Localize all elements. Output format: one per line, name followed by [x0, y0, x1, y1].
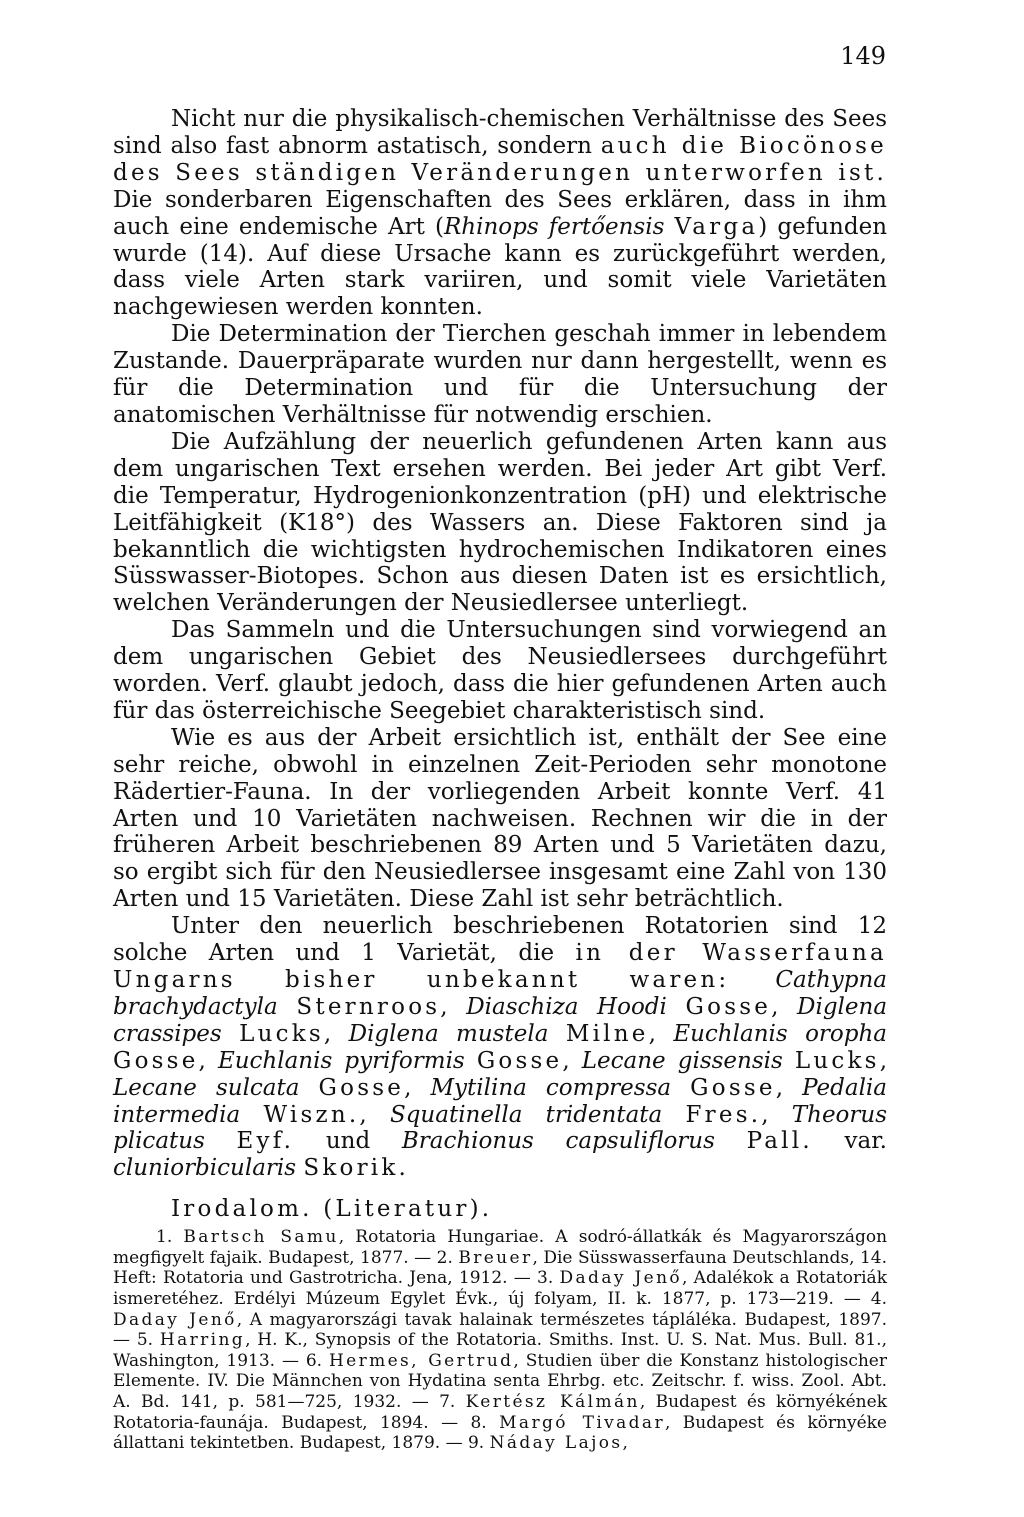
spaced-run: auch die Biocönose des Sees ständigen Veränderungen unterworfen ist.	[113, 132, 888, 186]
text-run	[715, 1128, 747, 1154]
italic-run: Rhinops fertőensis	[443, 213, 665, 240]
italic-run: Euchlanis oropha	[673, 1020, 888, 1047]
spaced-run: Gosse	[685, 993, 772, 1020]
text-run: ) gefunden wurde (14). Auf diese Ursache kann es zurückgeführt werden, dass viele Arten stark variiren, und somit viele Varietäten nachgewiesen werden konnten.	[113, 213, 888, 321]
spaced-run: Kertész Kálmán	[465, 1392, 640, 1412]
text-run	[299, 1075, 318, 1101]
italic-run: cluniorbicularis	[113, 1155, 297, 1182]
literature-heading	[113, 1195, 887, 1223]
literature-heading-text: Irodalom. (Literatur).	[171, 1196, 493, 1223]
text-run: ,	[879, 1047, 888, 1074]
spaced-run: Gosse	[318, 1074, 405, 1101]
spaced-run: Náday Lajos	[489, 1433, 623, 1454]
text-run: Unter den neuerlich beschriebenen Rotatorien sind 12 solche Arten und 1 Varietät, die	[113, 913, 887, 967]
text-run: Die Determination der Tierchen geschah immer in lebendem Zustande. Dauerpräparate wurden nur dann hergestellt, wenn es für die Determination und für die Untersuchung der anatomischen Verhältnisse für notwendig erschien.	[113, 321, 887, 428]
text-run: Die Aufzählung der neuerlich gefundenen Arten kann aus dem ungarischen Text ersehen werden. Bei jeder Art gibt Verf. die Temperatur, Hydrogenionkonzentration (pH) und elektrische Leitfähigkeit (K18°) des Wassers an. Diese Faktoren sind ja bekanntlich die wichtigsten hydrochemischen Indikatoren eines Süsswasser-Biotopes. Schon aus diesen Daten ist es ersichtlich, welchen Veränderungen der Neusiedlersee unterliegt.	[113, 428, 887, 617]
text-run: 1.	[156, 1227, 184, 1248]
text-run: , Adalékok a Rotatoriák ismeretéhez. Erdélyi Múzeum Egylet Évk., új folyam, II. k. 1877, p. 173—219. — 4.	[113, 1268, 887, 1310]
spaced-run: Milne	[565, 1020, 649, 1047]
text-run	[465, 1048, 477, 1074]
spaced-run: Daday Jenő	[559, 1268, 683, 1289]
spaced-run: Bartsch Samu	[183, 1227, 339, 1248]
text-run: , Studien über die Konstanz histologischer Elemente. IV. Die Männchen von Hydatina senta Ehrbg. etc. Zeitschr. f. wiss. Zool. Abt. A. Bd. 141, p. 581—725, 1932. — 7.	[113, 1350, 887, 1412]
italic-run: Squatinella tridentata	[389, 1101, 663, 1128]
spaced-run: Gosse	[476, 1047, 563, 1074]
spaced-run: Hermes, Gertrud	[328, 1350, 514, 1371]
paragraph	[113, 429, 887, 617]
spaced-run: Sternroos	[296, 993, 441, 1020]
text-run: ,	[761, 1101, 792, 1128]
spaced-run: Lucks	[794, 1047, 880, 1074]
paragraph	[113, 106, 887, 321]
spaced-run: Harring	[159, 1330, 246, 1351]
spaced-run: Lucks	[239, 1020, 324, 1047]
spaced-run: Breuer	[458, 1247, 533, 1268]
italic-run: Diaschiza Hoodi	[466, 993, 667, 1020]
spaced-run: Varga	[674, 213, 759, 240]
text-run: , A magyarországi tavak halainak természetes tápláléka. Budapest, 1897. — 5.	[113, 1309, 887, 1351]
literature-list	[113, 1227, 887, 1454]
text-block	[113, 106, 887, 1454]
paragraph	[113, 913, 887, 1182]
spaced-run: Daday Jenő	[113, 1309, 237, 1330]
text-run: ,	[404, 1074, 431, 1101]
text-run: ,	[359, 1101, 390, 1128]
spaced-run: Skorik.	[303, 1155, 410, 1182]
text-run	[548, 1021, 565, 1047]
body-text	[113, 106, 887, 1182]
text-run: , Budapest és környéke állattani tekintetben. Budapest, 1879. — 9.	[113, 1412, 887, 1454]
italic-run: Brachionus capsuliflorus	[401, 1128, 715, 1155]
text-run: ,	[622, 1433, 628, 1454]
spaced-run: Gosse	[113, 1047, 199, 1074]
text-run: Nicht nur die physikalisch-chemischen Verhältnisse des Sees sind also fast abnorm astatisch, sondern	[113, 106, 887, 159]
text-run: ,	[440, 993, 467, 1020]
text-run: ,	[562, 1047, 582, 1074]
text-run: , Die Süsswasserfauna Deutschlands, 14. Heft: Rotatoria und Gastrotricha. Jena, 1912. — 3.	[113, 1247, 887, 1289]
spaced-run: Wiszn.	[263, 1101, 360, 1128]
italic-run: Diglena crassipes	[113, 993, 888, 1047]
text-run	[664, 214, 674, 240]
text-run	[783, 1048, 795, 1074]
paragraph	[113, 725, 887, 913]
text-run: ,	[771, 993, 798, 1020]
italic-run: Lecane sulcata	[113, 1074, 300, 1101]
spaced-run: Fres.	[685, 1101, 762, 1128]
text-run: Das Sammeln und die Untersuchungen sind vorwiegend an dem ungarischen Gebiet des Neusiedlersees durchgeführt worden. Verf. glaubt jedoch, dass die hier gefundenen Arten auch für das österreichische Seegebiet charakteristisch sind.	[113, 617, 887, 724]
literature-entry	[113, 1227, 887, 1454]
text-run	[205, 1128, 237, 1154]
text-run: , Rotatoria Hungariae. A sodró-állatkák és Magyarországon megfigyelt fajaik. Budapest, 1877. — 2.	[113, 1227, 888, 1268]
italic-run: Pedalia intermedia	[113, 1074, 887, 1128]
page-number: 149	[840, 42, 886, 70]
paragraph	[113, 617, 887, 725]
text-run: Die sonderbaren Eigenschaften des Sees erklären, dass in ihm auch eine endemische Art (	[113, 186, 887, 240]
text-run	[671, 1075, 690, 1101]
text-run	[278, 994, 297, 1020]
text-run: ,	[775, 1074, 803, 1101]
text-run: var.	[812, 1128, 887, 1155]
text-run: ,	[648, 1020, 674, 1047]
text-run	[662, 1102, 685, 1128]
text-run: Wie es aus der Arbeit ersichtlich ist, enthält der See eine sehr reiche, obwohl in einzelnen Zeit-Perioden sehr monotone Rädertier-Fauna. In der vorliegenden Arbeit konnte Verf. 41 Arten und 10 Varietäten nachweisen. Rechnen wir die in der früheren Arbeit beschriebenen 89 Arten und 5 Varietäten dazu, so ergibt sich für den Neusiedlersee insgesamt eine Zahl von 130 Arten und 15 Varietäten. Diese Zahl ist sehr beträchtlich.	[113, 724, 887, 913]
text-run: ,	[323, 1020, 349, 1047]
text-run	[222, 1021, 239, 1047]
italic-run: Theorus plicatus	[113, 1101, 888, 1155]
spaced-run: Eyf.	[236, 1128, 295, 1155]
text-run: und	[294, 1128, 402, 1155]
spaced-run: Gosse	[690, 1074, 776, 1101]
text-run	[667, 994, 686, 1020]
text-run: ,	[198, 1047, 218, 1074]
italic-run: Euchlanis pyriformis	[217, 1047, 465, 1074]
spaced-run: Margó Tivadar	[499, 1412, 665, 1433]
spaced-run: Pall.	[746, 1128, 813, 1155]
text-run	[729, 967, 775, 993]
italic-run: Cathypna brachydactyla	[113, 967, 888, 1020]
paragraph	[113, 321, 887, 429]
spaced-run: in der Wasserfauna Ungarns bisher unbekannt waren:	[113, 940, 887, 993]
text-run: , Budapest és környékének Rotatoria-faunája. Budapest, 1894. — 8.	[113, 1392, 887, 1433]
text-run: , H. K., Synopsis of the Rotatoria. Smiths. Inst. U. S. Nat. Mus. Bull. 81., Washington, 1913. — 6.	[113, 1330, 887, 1371]
italic-run: Lecane gissensis	[581, 1047, 783, 1074]
italic-run: Mytilina compressa	[430, 1074, 672, 1101]
text-run	[240, 1102, 263, 1128]
italic-run: Diglena mustela	[348, 1020, 549, 1047]
